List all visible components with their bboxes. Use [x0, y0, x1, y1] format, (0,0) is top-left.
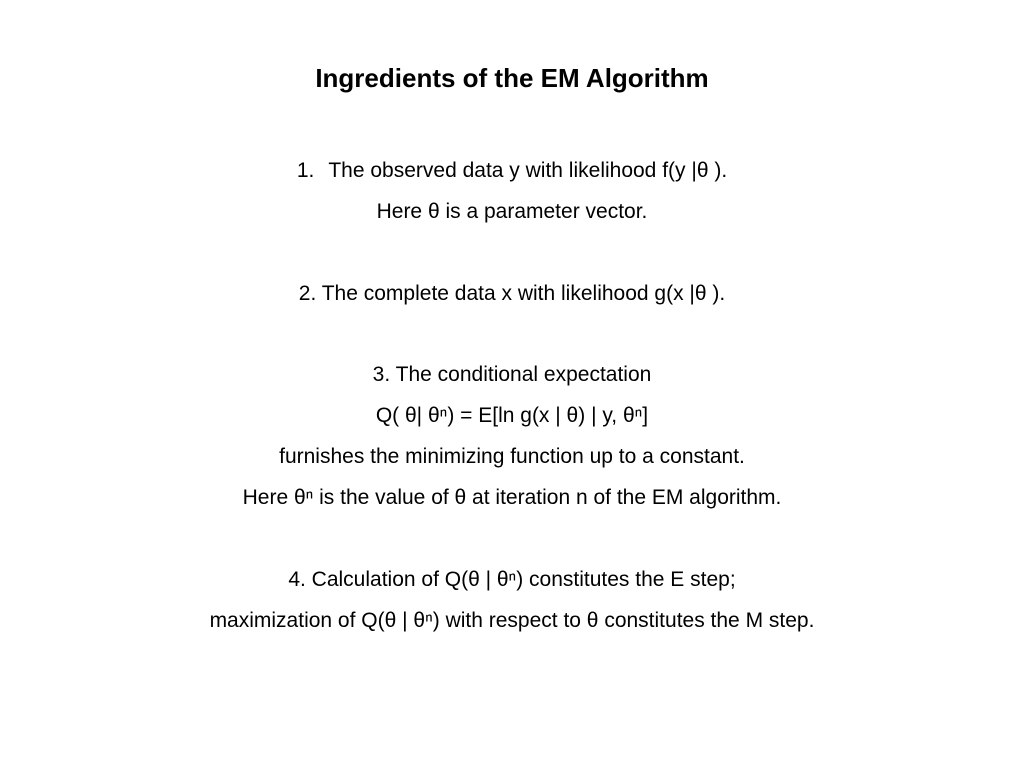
- item-1-text: The observed data y with likelihood f(y |θ ).: [328, 159, 728, 182]
- item-3-line-2: Q( θ| θⁿ) = E[ln g(x | θ) | y, θⁿ]: [375, 404, 649, 427]
- item-3-line-1: 3. The conditional expectation: [372, 363, 652, 386]
- item-2-line-1: 2. The complete data x with likelihood g(x |θ ).: [298, 282, 726, 305]
- item-3-line-3: furnishes the minimizing function up to a constant.: [279, 445, 745, 468]
- item-4-line-1: 4. Calculation of Q(θ | θⁿ) constitutes the E step;: [288, 568, 736, 591]
- item-3-line-4: Here θⁿ is the value of θ at iteration n of the EM algorithm.: [242, 486, 782, 509]
- item-1-line-1: [0, 156, 1024, 186]
- slide-title: Ingredients of the EM Algorithm: [315, 63, 709, 93]
- item-1-number: 1.: [296, 159, 315, 182]
- item-4-line-2: maximization of Q(θ | θⁿ) with respect to θ constitutes the M step.: [209, 609, 815, 632]
- item-1-line-2: Here θ is a parameter vector.: [376, 200, 648, 223]
